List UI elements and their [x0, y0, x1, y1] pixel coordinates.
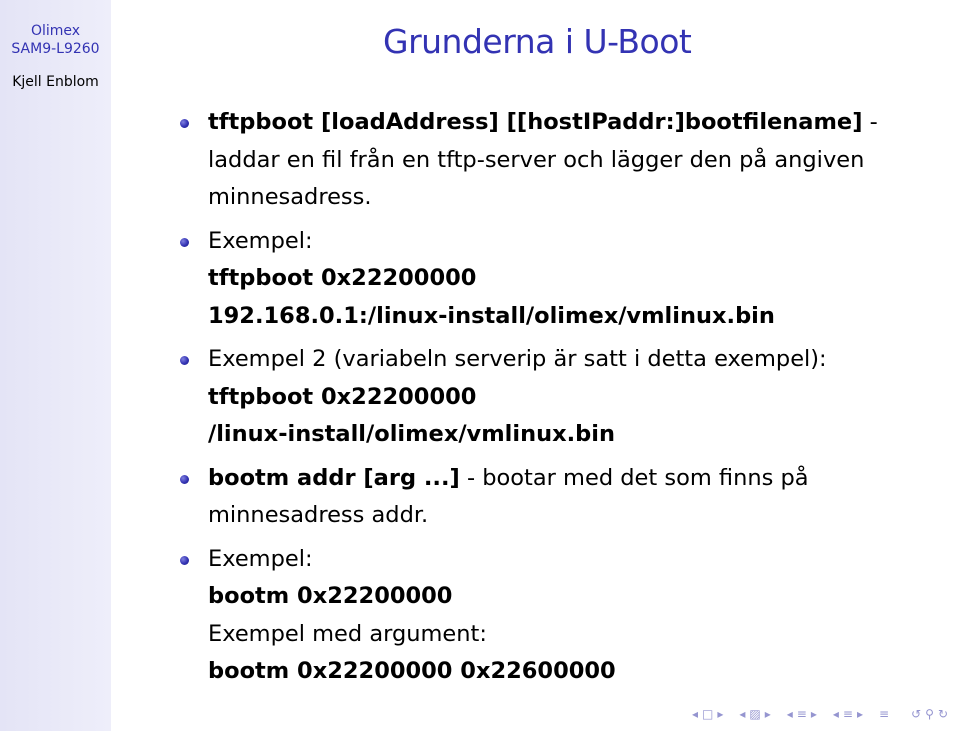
bullet-icon [180, 119, 189, 128]
nav-next-frame-icon[interactable]: ▸ [717, 707, 724, 721]
item-line: Exempel med argument: [208, 620, 487, 647]
command-text: bootm 0x22200000 0x22600000 [208, 658, 616, 684]
item-text: - [862, 109, 878, 135]
item-line: minnesadress addr. [208, 502, 429, 528]
nav-forward-icon[interactable]: ↻ [937, 707, 948, 721]
item-line: Exempel 2 (variabeln serverip är satt i detta exempel): [208, 346, 827, 372]
item-line: minnesadress. [208, 184, 372, 210]
command-text: /linux-install/olimex/vmlinux.bin [208, 421, 616, 447]
item-line: Exempel: [208, 545, 313, 572]
nav-next-slide-icon[interactable]: ▸ [764, 707, 771, 721]
list-item [180, 460, 950, 535]
nav-prev-frame-icon[interactable]: ◂ [691, 707, 698, 721]
command-text: tftpboot 0x22200000 [208, 383, 477, 410]
nav-search-icon[interactable]: ⚲ [925, 707, 934, 721]
item-line [208, 104, 950, 142]
nav-frame-icon[interactable]: □ [701, 707, 714, 721]
nav-prev-slide-icon[interactable]: ◂ [739, 707, 746, 721]
command-text: bootm addr [arg ...] [208, 464, 460, 491]
item-line [208, 460, 950, 498]
sidebar-author[interactable]: Kjell Enblom [12, 74, 99, 90]
frame-title: Grunderna i U-Boot [383, 22, 692, 61]
bullet-icon [180, 356, 189, 365]
list-item [180, 104, 950, 217]
command-text: tftpboot [loadAddress] [[hostIPaddr:]bootfilename] [208, 109, 863, 135]
list-item [180, 223, 950, 336]
bullet-icon [180, 475, 189, 484]
nav-prev-section-icon[interactable]: ◂ [832, 707, 839, 721]
nav-back-icon[interactable]: ↺ [911, 707, 922, 721]
item-line: Exempel: [208, 227, 313, 254]
item-text: - bootar med det som finns på [459, 464, 809, 491]
command-text: 192.168.0.1:/linux-install/olimex/vmlinux.bin [208, 302, 775, 329]
sidebar [0, 0, 111, 731]
nav-slide-icon[interactable]: ▨ [749, 707, 761, 721]
nav-next-subsection-icon[interactable]: ▸ [810, 707, 817, 721]
sidebar-title-line2[interactable]: SAM9-L9260 [11, 41, 100, 57]
sidebar-title-line1[interactable]: Olimex [30, 23, 81, 39]
slide-content [180, 104, 950, 697]
navigation-bar [692, 703, 948, 725]
nav-prev-subsection-icon[interactable]: ◂ [786, 707, 793, 721]
bullet-icon [180, 556, 189, 565]
bullet-icon [180, 238, 189, 247]
nav-align-icon[interactable]: ≡ [879, 707, 890, 721]
list-item [180, 341, 950, 454]
nav-subsection-icon[interactable]: ≡ [796, 707, 807, 721]
command-text: tftpboot 0x22200000 [208, 265, 477, 291]
nav-next-section-icon[interactable]: ▸ [856, 707, 864, 721]
list-item [180, 541, 950, 691]
nav-section-icon[interactable]: ≡ [842, 707, 853, 721]
item-line: laddar en fil från en tftp-server och lägger den på angiven [208, 146, 865, 173]
command-text: bootm 0x22200000 [208, 583, 453, 609]
